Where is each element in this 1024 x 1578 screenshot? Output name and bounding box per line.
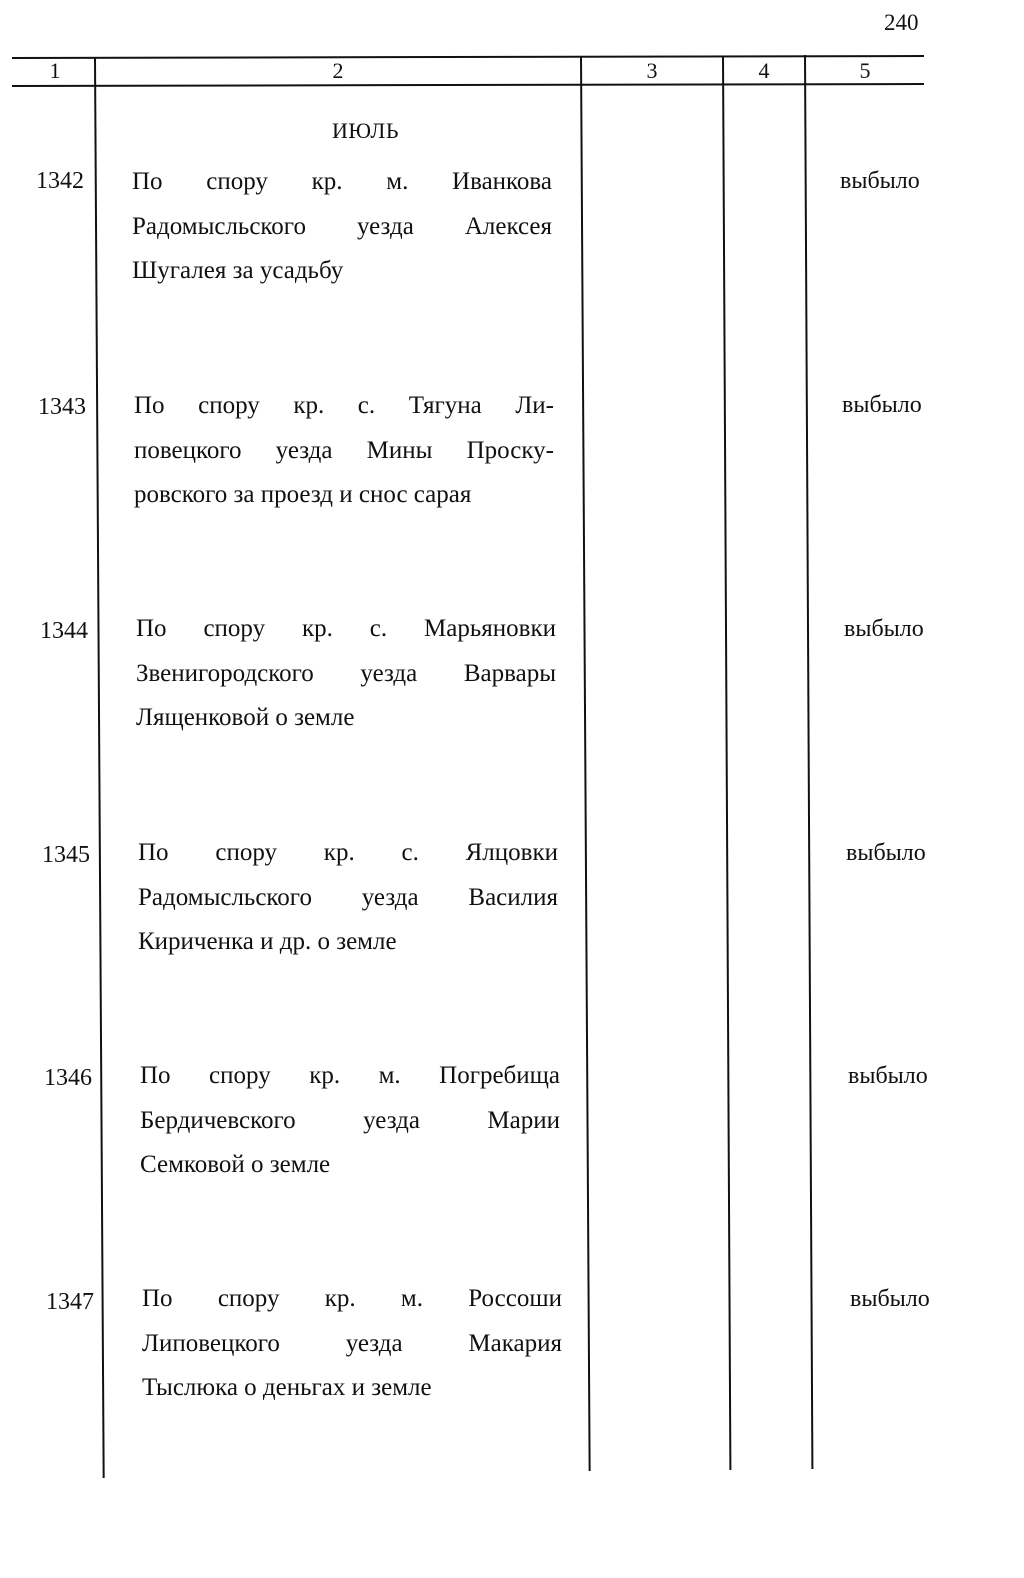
row-description bbox=[134, 384, 554, 518]
description-line: По спору кр. с. Ялцовки bbox=[138, 839, 558, 866]
row-status: выбыло bbox=[840, 168, 920, 194]
description-line: По спору кр. с. Марьяновки bbox=[136, 615, 556, 642]
column-divider-3 bbox=[722, 56, 731, 1470]
row-number: 1344 bbox=[40, 618, 88, 644]
row-status: выбыло bbox=[850, 1286, 930, 1312]
description-line: Липовецкого уезда Макария bbox=[142, 1329, 562, 1357]
column-header-5: 5 bbox=[859, 58, 871, 83]
row-description bbox=[132, 160, 552, 294]
column-divider-4 bbox=[804, 55, 813, 1469]
section-title-month: ИЮЛЬ bbox=[332, 118, 399, 143]
description-line: повецкого уезда Мины Проску- bbox=[134, 436, 554, 464]
row-description bbox=[140, 1054, 560, 1188]
description-line: Шугалея за усадьбу bbox=[132, 257, 344, 284]
column-header-3: 3 bbox=[646, 58, 658, 83]
row-number: 1342 bbox=[36, 168, 84, 194]
description-line: По спору кр. м. Россоши bbox=[142, 1285, 562, 1312]
row-number: 1345 bbox=[42, 842, 90, 868]
row-number: 1343 bbox=[38, 394, 86, 420]
column-divider-1 bbox=[94, 58, 104, 1478]
description-line: Звенигородского уезда Варвары bbox=[136, 659, 556, 687]
column-header-4: 4 bbox=[758, 58, 770, 83]
row-status: выбыло bbox=[846, 840, 926, 866]
page-number: 240 bbox=[884, 10, 919, 35]
description-line: Кириченка и др. о земле bbox=[138, 928, 397, 955]
column-header-2: 2 bbox=[332, 58, 344, 83]
column-divider-2 bbox=[580, 56, 590, 1471]
column-header-1: 1 bbox=[49, 58, 61, 83]
description-line: Радомысльского уезда Алексея bbox=[132, 212, 552, 240]
row-description bbox=[138, 831, 558, 965]
row-number: 1346 bbox=[44, 1065, 92, 1091]
description-line: По спору кр. с. Тягуна Ли- bbox=[134, 392, 554, 419]
row-status: выбыло bbox=[844, 616, 924, 642]
row-description bbox=[142, 1277, 562, 1411]
row-description bbox=[136, 607, 556, 741]
description-line: Тыслюка о деньгах и земле bbox=[142, 1374, 432, 1401]
description-line: Бердичевского уезда Марии bbox=[140, 1106, 560, 1134]
row-status: выбыло bbox=[848, 1063, 928, 1089]
description-line: Лященковой о земле bbox=[136, 704, 355, 731]
row-status: выбыло bbox=[842, 392, 922, 418]
row-number: 1347 bbox=[46, 1289, 94, 1315]
description-line: Семковой о земле bbox=[140, 1151, 331, 1178]
description-line: По спору кр. м. Погребища bbox=[140, 1062, 560, 1089]
description-line: Радомысльского уезда Василия bbox=[138, 883, 558, 911]
description-line: ровского за проезд и снос сарая bbox=[134, 481, 472, 508]
description-line: По спору кр. м. Иванкова bbox=[132, 168, 552, 195]
